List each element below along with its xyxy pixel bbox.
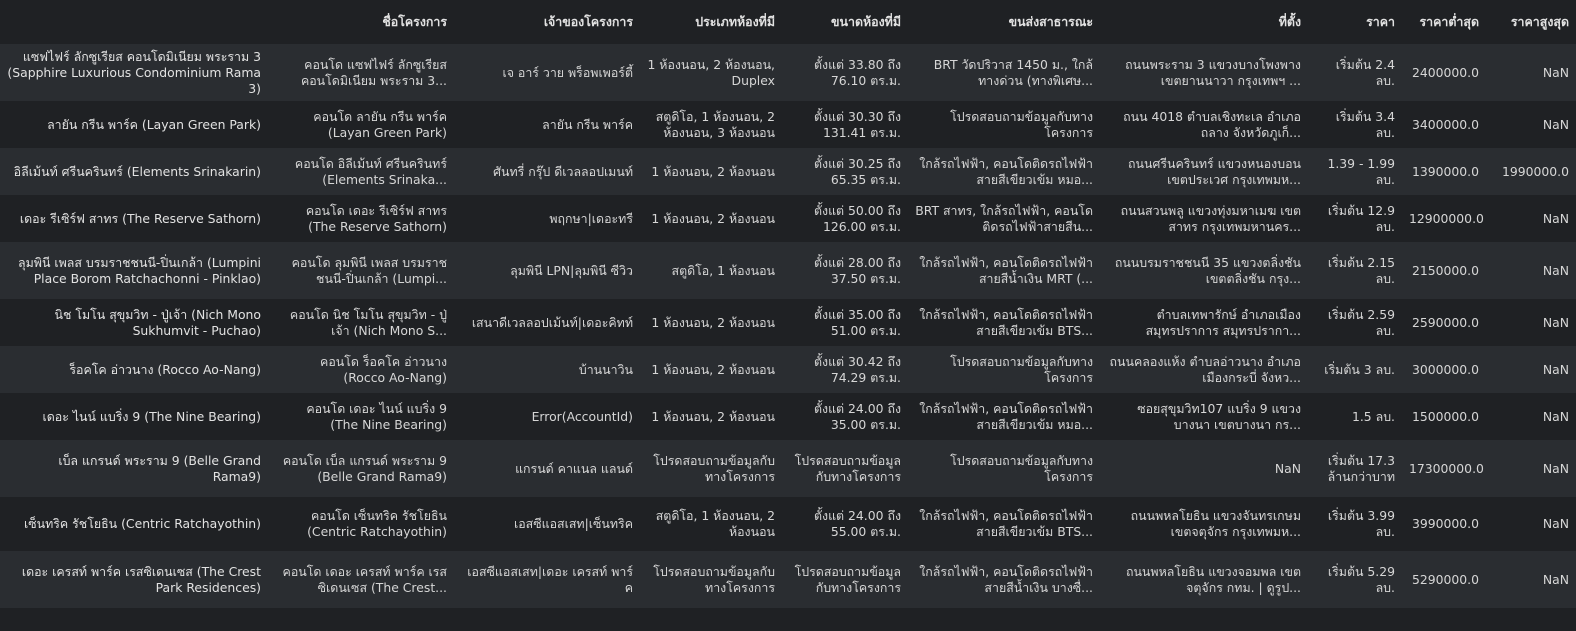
price-cell: เริ่มต้น 2.15 ลบ. <box>1327 254 1395 286</box>
location-cell: ถนนพหลโยธิน แขวงจอมพล เขตจตุจักร กทม. | ดูรูป... <box>1125 563 1301 595</box>
max-price-cell: NaN <box>1542 64 1569 80</box>
price-cell: เริ่มต้น 12.9 ลบ. <box>1327 202 1395 234</box>
table-row <box>0 497 1576 551</box>
min-price-cell: 2590000.0 <box>1411 314 1479 330</box>
row-index-label: เดอะ รีเซิร์ฟ สาทร (The Reserve Sathorn) <box>19 210 261 226</box>
index-header <box>0 0 268 44</box>
max-price-cell: NaN <box>1542 460 1569 476</box>
project-name-cell: คอนโด ลายัน กรีน พาร์ค (Layan Green Park) <box>313 108 447 140</box>
project-name-cell: คอนโด อิลีเม้นท์ ศรีนครินทร์ (Elements Srinaka... <box>294 155 447 187</box>
public-transport-cell: ใกล้รถไฟฟ้า, คอนโดติดรถไฟฟ้าสายสีน้ำเงิน บางซื่... <box>919 563 1093 595</box>
room-types-cell: โปรดสอบถามข้อมูลกับทางโครงการ <box>653 452 775 484</box>
min-price-cell: 5290000.0 <box>1411 571 1479 587</box>
developer-cell: ลุมพินี LPN|ลุมพินี ซีวิว <box>510 262 633 278</box>
room-types-cell: 1 ห้องนอน, 2 ห้องนอน, Duplex <box>647 56 775 88</box>
project-name-cell: คอนโด แซฟไฟร์ ลักซูเรียส คอนโดมิเนียม พระราม 3... <box>300 56 447 88</box>
developer-cell: แกรนด์ คาแนล แลนด์ <box>515 460 633 476</box>
project-name-cell: คอนโด เดอะ รีเซิร์ฟ สาทร (The Reserve Sathorn) <box>305 202 447 234</box>
developer-cell: Error(AccountId) <box>531 408 633 424</box>
row-index-label: ลุมพินี เพลส บรมราชชนนี-ปิ่นเกล้า (Lumpini Place Borom Ratchachonni - Pinklao) <box>18 254 261 286</box>
price-cell: เริ่มต้น 2.59 ลบ. <box>1327 306 1395 338</box>
location-cell: ซอยสุขุมวิท107 แบริ่ง 9 แขวงบางนา เขตบางนา กร... <box>1137 400 1301 432</box>
min-price-cell: 2400000.0 <box>1411 64 1479 80</box>
location-cell: NaN <box>1274 460 1301 476</box>
price-cell: เริ่มต้น 17.3 ล้านกว่าบาท <box>1327 452 1395 484</box>
room-types-cell: 1 ห้องนอน, 2 ห้องนอน <box>651 361 775 377</box>
location-cell: ถนนพระราม 3 แขวงบางโพงพาง เขตยานนาวา กรุงเทพฯ ... <box>1125 56 1301 88</box>
table-row <box>0 440 1576 497</box>
row-index-label: ลายัน กรีน พาร์ค (Layan Green Park) <box>47 116 261 132</box>
project-name-cell: คอนโด นิช โมโน สุขุมวิท - ปู่เจ้า (Nich Mono S... <box>289 306 447 338</box>
price-cell: 1.39 - 1.99 ลบ. <box>1327 155 1395 187</box>
price-cell: เริ่มต้น 2.4 ลบ. <box>1335 56 1395 88</box>
project-name-cell: คอนโด เดอะ เครสท์ พาร์ค เรสซิเดนเซส (The Crest... <box>282 563 447 595</box>
max-price-cell: 1990000.0 <box>1501 163 1569 179</box>
table-row <box>0 346 1576 393</box>
column-header-project-name: ชื่อโครงการ <box>268 0 454 44</box>
room-sizes-cell: ตั้งแต่ 33.80 ถึง 76.10 ตร.ม. <box>813 56 901 88</box>
price-cell: เริ่มต้น 3.99 ลบ. <box>1327 508 1395 539</box>
location-cell: ถนนศรีนครินทร์ แขวงหนองบอน เขตประเวศ กรุงเทพมห... <box>1128 155 1301 187</box>
min-price-cell: 17300000.0 <box>1409 460 1484 476</box>
location-cell: ถนนคลองแห้ง ตำบลอ่าวนาง อำเภอเมืองกระบี่ จังหว... <box>1109 353 1301 385</box>
room-sizes-cell: ตั้งแต่ 24.00 ถึง 55.00 ตร.ม. <box>813 508 901 539</box>
table-row <box>0 299 1576 346</box>
row-index-label: แซฟไฟร์ ลักซูเรียส คอนโดมิเนียม พระราม 3 (Sapphire Luxurious Condominium Rama 3) <box>7 48 261 96</box>
developer-cell: เสนาดีเวลลอปเม้นท์|เดอะคิทท์ <box>471 314 633 330</box>
public-transport-cell: ใกล้รถไฟฟ้า, คอนโดติดรถไฟฟ้าสายสีน้ำเงิน MRT (... <box>919 254 1093 286</box>
min-price-cell: 1500000.0 <box>1411 408 1479 424</box>
location-cell: ถนนบรมราชชนนี 35 แขวงตลิ่งชัน เขตตลิ่งชัน กรุง... <box>1114 254 1301 286</box>
room-types-cell: โปรดสอบถามข้อมูลกับทางโครงการ <box>653 563 775 595</box>
project-name-cell: คอนโด เดอะ ไนน์ แบริ่ง 9 (The Nine Bearing) <box>306 400 447 432</box>
table-row <box>0 195 1576 242</box>
max-price-cell: NaN <box>1542 408 1569 424</box>
public-transport-cell: โปรดสอบถามข้อมูลกับทางโครงการ <box>950 452 1093 484</box>
column-header-price: ราคา <box>1308 0 1402 44</box>
room-sizes-cell: โปรดสอบถามข้อมูลกับทางโครงการ <box>794 563 901 595</box>
developer-cell: เอสซีแอสเสท|เซ็นทริค <box>513 516 633 531</box>
public-transport-cell: ใกล้รถไฟฟ้า, คอนโดติดรถไฟฟ้าสายสีเขียวเข้ม BTS... <box>919 306 1093 338</box>
header-row <box>0 0 1576 44</box>
developer-cell: ศันทรี่ กรุ๊ป ดีเวลลอปเมนท์ <box>493 163 633 179</box>
developer-cell: เอสซีแอสเสท|เดอะ เครสท์ พาร์ค <box>467 563 633 595</box>
row-index-label: เบ็ล แกรนด์ พระราม 9 (Belle Grand Rama9) <box>58 452 261 484</box>
table-body <box>0 44 1576 608</box>
public-transport-cell: โปรดสอบถามข้อมูลกับทางโครงการ <box>950 108 1093 140</box>
developer-cell: เจ อาร์ วาย พร็อพเพอร์ตี้ <box>502 64 633 80</box>
location-cell: ถนน 4018 ตำบลเชิงทะเล อำเภอถลาง จังหวัดภูเก็... <box>1123 108 1301 140</box>
price-cell: 1.5 ลบ. <box>1351 408 1395 424</box>
table-row <box>0 101 1576 148</box>
table-row <box>0 551 1576 608</box>
price-cell: เริ่มต้น 3 ลบ. <box>1324 361 1395 377</box>
column-header-location: ที่ตั้ง <box>1100 0 1308 44</box>
min-price-cell: 2150000.0 <box>1411 262 1479 278</box>
column-header-min-price: ราคาต่ำสุด <box>1402 0 1486 44</box>
column-header-room-sizes: ขนาดห้องที่มี <box>782 0 908 44</box>
min-price-cell: 3000000.0 <box>1411 361 1479 377</box>
min-price-cell: 12900000.0 <box>1409 210 1484 226</box>
min-price-cell: 1390000.0 <box>1411 163 1479 179</box>
max-price-cell: NaN <box>1542 571 1569 587</box>
public-transport-cell: BRT สาทร, ใกล้รถไฟฟ้า, คอนโดติดรถไฟฟ้าสายสีน... <box>915 202 1093 234</box>
developer-cell: บ้านนาวิน <box>578 361 633 377</box>
project-name-cell: คอนโด เบ็ล แกรนด์ พระราม 9 (Belle Grand Rama9) <box>282 452 447 484</box>
column-header-public-transport: ขนส่งสาธารณะ <box>908 0 1100 44</box>
room-sizes-cell: ตั้งแต่ 28.00 ถึง 37.50 ตร.ม. <box>813 254 901 286</box>
room-types-cell: สตูดิโอ, 1 ห้องนอน, 2 ห้องนอน <box>655 508 775 539</box>
max-price-cell: NaN <box>1542 262 1569 278</box>
table-row <box>0 242 1576 299</box>
project-name-cell: คอนโด เซ็นทริค รัชโยธิน (Centric Ratchayothin) <box>307 508 447 539</box>
column-header-max-price: ราคาสูงสุด <box>1486 0 1576 44</box>
room-types-cell: 1 ห้องนอน, 2 ห้องนอน <box>651 408 775 424</box>
location-cell: ถนนพหลโยธิน แขวงจันทรเกษม เขตจตุจักร กรุงเทพมห... <box>1130 508 1301 539</box>
row-index-label: เซ็นทริค รัชโยธิน (Centric Ratchayothin) <box>23 516 261 531</box>
max-price-cell: NaN <box>1542 116 1569 132</box>
room-sizes-cell: ตั้งแต่ 50.00 ถึง 126.00 ตร.ม. <box>813 202 901 234</box>
price-cell: เริ่มต้น 5.29 ลบ. <box>1327 563 1395 595</box>
public-transport-cell: BRT วัดปริวาส 1450 ม., ใกล้ทางด่วน (ทางพิเศษ... <box>933 56 1093 88</box>
row-index-label: อิลีเม้นท์ ศรีนครินทร์ (Elements Srinakarin) <box>13 163 261 179</box>
developer-cell: ลายัน กรีน พาร์ค <box>542 116 633 132</box>
room-types-cell: สตูดิโอ, 1 ห้องนอน, 2 ห้องนอน, 3 ห้องนอน <box>655 108 775 140</box>
min-price-cell: 3990000.0 <box>1411 516 1479 531</box>
room-types-cell: สตูดิโอ, 1 ห้องนอน <box>671 262 775 278</box>
public-transport-cell: ใกล้รถไฟฟ้า, คอนโดติดรถไฟฟ้าสายสีเขียวเข้ม หมอ... <box>919 400 1093 432</box>
column-header-room-types: ประเภทห้องที่มี <box>640 0 782 44</box>
table-row <box>0 44 1576 101</box>
location-cell: ตำบลเทพารักษ์ อำเภอเมืองสมุทรปราการ สมุทรปรากา... <box>1145 306 1301 338</box>
room-sizes-cell: ตั้งแต่ 30.30 ถึง 131.41 ตร.ม. <box>813 108 901 140</box>
max-price-cell: NaN <box>1542 314 1569 330</box>
room-sizes-cell: ตั้งแต่ 24.00 ถึง 35.00 ตร.ม. <box>813 400 901 432</box>
public-transport-cell: โปรดสอบถามข้อมูลกับทางโครงการ <box>950 353 1093 385</box>
max-price-cell: NaN <box>1542 516 1569 531</box>
price-cell: เริ่มต้น 3.4 ลบ. <box>1335 108 1395 140</box>
public-transport-cell: ใกล้รถไฟฟ้า, คอนโดติดรถไฟฟ้าสายสีเขียวเข้ม หมอ... <box>919 155 1093 187</box>
room-types-cell: 1 ห้องนอน, 2 ห้องนอน <box>651 314 775 330</box>
location-cell: ถนนสวนพลู แขวงทุ่งมหาเมฆ เขตสาทร กรุงเทพมหานคร... <box>1120 202 1301 234</box>
developer-cell: พฤกษา|เดอะทรี <box>549 210 633 226</box>
max-price-cell: NaN <box>1542 361 1569 377</box>
row-index-label: ร็อคโค อ่าวนาง (Rocco Ao-Nang) <box>69 361 261 377</box>
row-index-label: เดอะ เครสท์ พาร์ค เรสซิเดนเซส (The Crest Park Residences) <box>21 563 261 595</box>
room-sizes-cell: ตั้งแต่ 35.00 ถึง 51.00 ตร.ม. <box>813 306 901 338</box>
public-transport-cell: ใกล้รถไฟฟ้า, คอนโดติดรถไฟฟ้าสายสีเขียวเข้ม BTS... <box>919 508 1093 539</box>
room-sizes-cell: ตั้งแต่ 30.25 ถึง 65.35 ตร.ม. <box>813 155 901 187</box>
table-row <box>0 148 1576 195</box>
min-price-cell: 3400000.0 <box>1411 116 1479 132</box>
room-types-cell: 1 ห้องนอน, 2 ห้องนอน <box>651 163 775 179</box>
room-types-cell: 1 ห้องนอน, 2 ห้องนอน <box>651 210 775 226</box>
row-index-label: เดอะ ไนน์ แบริ่ง 9 (The Nine Bearing) <box>42 408 261 424</box>
project-name-cell: คอนโด ร็อคโค อ่าวนาง (Rocco Ao-Nang) <box>320 353 447 385</box>
max-price-cell: NaN <box>1542 210 1569 226</box>
room-sizes-cell: โปรดสอบถามข้อมูลกับทางโครงการ <box>794 452 901 484</box>
column-header-developer: เจ้าของโครงการ <box>454 0 640 44</box>
row-index-label: นิช โมโน สุขุมวิท - ปู่เจ้า (Nich Mono Sukhumvit - Puchao) <box>54 306 261 338</box>
project-name-cell: คอนโด ลุมพินี เพลส บรมราชชนนี-ปิ่นเกล้า (Lumpi... <box>291 254 447 286</box>
room-sizes-cell: ตั้งแต่ 30.42 ถึง 74.29 ตร.ม. <box>813 353 901 385</box>
table-header <box>0 0 1576 44</box>
table-row <box>0 393 1576 440</box>
